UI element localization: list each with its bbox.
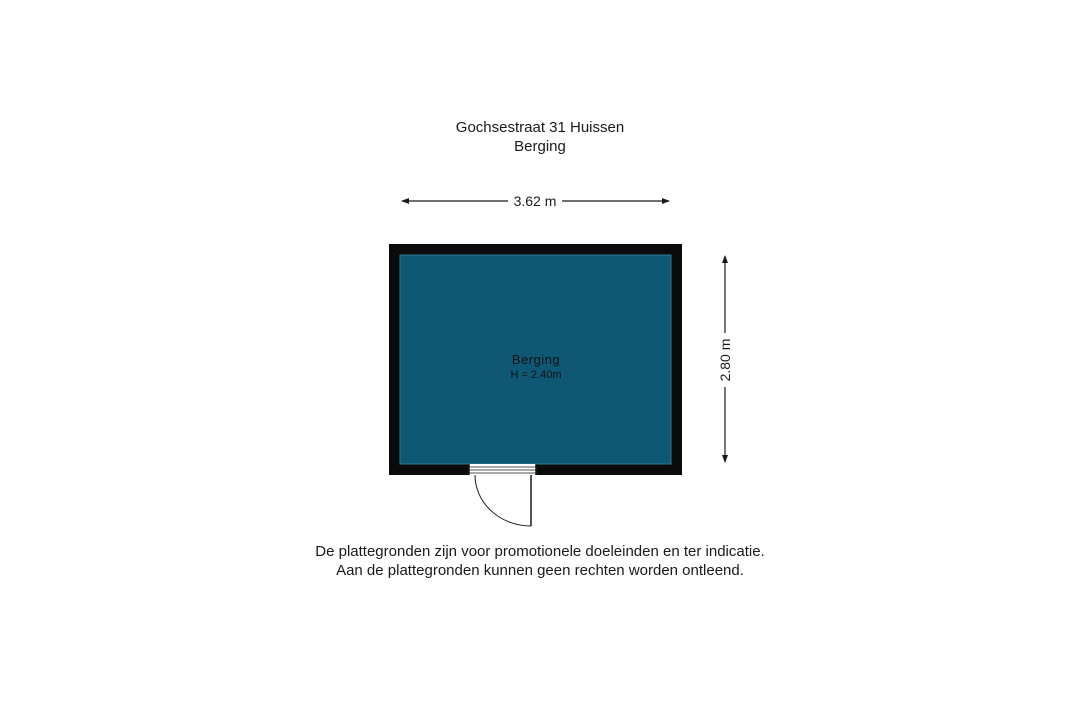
disclaimer — [0, 542, 1080, 580]
disclaimer-line-1: De plattegronden zijn voor promotionele doeleinden en ter indicatie. — [315, 543, 765, 560]
address-title: Gochsestraat 31 Huissen — [455, 119, 625, 136]
door-swing-arc — [475, 475, 531, 526]
room-berging — [389, 244, 682, 475]
floor-title: Berging — [514, 138, 566, 155]
width-dimension-label: 3.62 m — [513, 193, 557, 209]
depth-dimension — [717, 256, 733, 462]
depth-dimension-label: 2.80 m — [717, 338, 733, 382]
disclaimer-line-2: Aan de plattegronden kunnen geen rechten worden ontleend. — [336, 562, 744, 579]
room-height-label: H = 2.40m — [510, 369, 562, 381]
room-name-label: Berging — [511, 352, 561, 367]
door — [469, 464, 536, 526]
width-dimension — [402, 193, 669, 209]
